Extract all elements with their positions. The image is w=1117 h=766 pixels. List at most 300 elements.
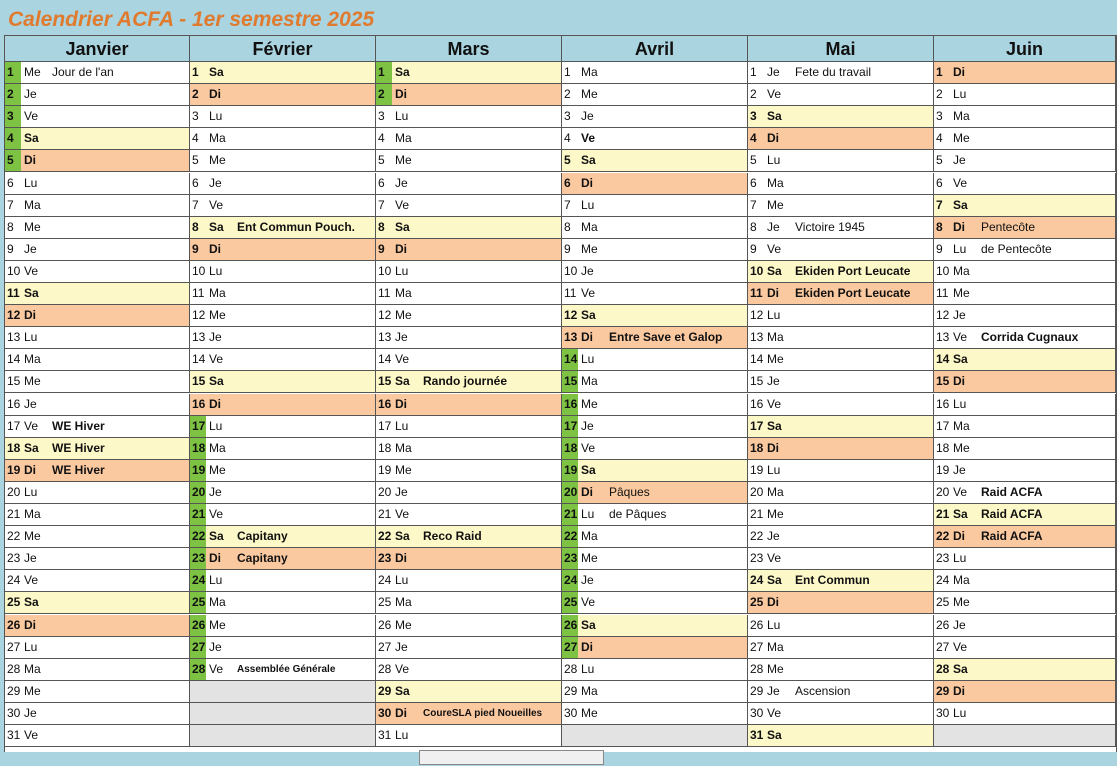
weekday: Ma (581, 529, 598, 544)
day-cell[interactable] (376, 217, 562, 239)
day-cell[interactable] (190, 592, 376, 614)
day-cell[interactable] (376, 349, 562, 371)
day-cell[interactable] (376, 327, 562, 349)
weekday: Je (209, 175, 222, 190)
day-cell[interactable] (748, 615, 934, 637)
day-cell[interactable] (748, 195, 934, 217)
day-cell[interactable] (934, 173, 1116, 195)
day-cell[interactable] (376, 239, 562, 261)
weekday: Lu (953, 87, 967, 102)
day-number: 12 (192, 308, 206, 323)
day-cell[interactable] (190, 659, 376, 681)
day-cell[interactable] (190, 637, 376, 659)
day-cell[interactable] (5, 592, 190, 614)
day-number: 3 (750, 109, 757, 124)
day-number: 30 (378, 705, 392, 720)
day-cell[interactable] (562, 394, 748, 416)
day-cell[interactable] (562, 592, 748, 614)
weekday: Di (953, 683, 965, 698)
weekday: Me (24, 683, 41, 698)
day-cell[interactable] (748, 62, 934, 84)
day-cell[interactable] (562, 195, 748, 217)
day-cell[interactable] (376, 482, 562, 504)
day-cell[interactable] (376, 659, 562, 681)
day-cell[interactable] (190, 371, 376, 393)
day-number: 9 (192, 241, 199, 256)
day-cell[interactable] (5, 106, 190, 128)
day-cell[interactable] (934, 371, 1116, 393)
day-number: 15 (936, 374, 950, 389)
day-number: 23 (7, 551, 21, 566)
weekday: Ve (24, 573, 39, 588)
day-cell[interactable] (5, 305, 190, 327)
empty-day-cell[interactable] (190, 681, 376, 703)
day-cell[interactable] (190, 195, 376, 217)
day-cell[interactable] (934, 106, 1116, 128)
day-cell[interactable] (748, 84, 934, 106)
day-cell[interactable] (5, 84, 190, 106)
day-number: 12 (564, 308, 578, 323)
day-cell[interactable] (934, 482, 1116, 504)
day-cell[interactable] (190, 217, 376, 239)
day-cell[interactable] (5, 725, 190, 747)
day-cell[interactable] (934, 283, 1116, 305)
day-number: 30 (936, 705, 950, 720)
day-cell[interactable] (190, 150, 376, 172)
day-cell[interactable] (934, 239, 1116, 261)
weekday: Ma (209, 440, 226, 455)
day-cell[interactable] (562, 570, 748, 592)
day-cell[interactable] (190, 173, 376, 195)
day-cell[interactable] (934, 438, 1116, 460)
day-cell[interactable] (562, 637, 748, 659)
day-cell[interactable] (748, 305, 934, 327)
weekday: Me (581, 241, 598, 256)
day-cell[interactable] (562, 283, 748, 305)
weekday: Ve (24, 109, 39, 124)
day-cell[interactable] (748, 283, 934, 305)
day-cell[interactable] (190, 239, 376, 261)
day-cell[interactable] (934, 84, 1116, 106)
weekday: Ma (581, 65, 598, 79)
day-number: 3 (5, 106, 21, 127)
day-cell[interactable] (562, 239, 748, 261)
day-number: 24 (378, 573, 392, 588)
weekday: Je (24, 705, 37, 720)
day-cell[interactable] (934, 504, 1116, 526)
day-cell[interactable] (5, 239, 190, 261)
day-cell[interactable] (190, 106, 376, 128)
day-cell[interactable] (934, 305, 1116, 327)
day-cell[interactable] (5, 637, 190, 659)
day-number: 5 (378, 153, 385, 168)
day-cell[interactable] (934, 349, 1116, 371)
day-cell[interactable] (5, 128, 190, 150)
day-cell[interactable] (934, 62, 1116, 84)
day-cell[interactable] (934, 703, 1116, 725)
weekday: Di (767, 440, 779, 455)
day-cell[interactable] (748, 173, 934, 195)
weekday: Ve (209, 352, 224, 367)
weekday: Di (767, 131, 779, 146)
day-cell[interactable] (748, 592, 934, 614)
day-cell[interactable] (376, 681, 562, 703)
day-number: 20 (562, 482, 578, 503)
day-cell[interactable] (5, 150, 190, 172)
event-label: Pâques (609, 484, 650, 499)
weekday: Ve (581, 595, 596, 610)
weekday: Sa (953, 197, 968, 212)
day-cell[interactable] (562, 349, 748, 371)
day-cell[interactable] (190, 283, 376, 305)
day-cell[interactable] (748, 371, 934, 393)
day-number: 25 (190, 592, 206, 613)
day-cell[interactable] (562, 128, 748, 150)
day-number: 14 (378, 352, 392, 367)
day-cell[interactable] (562, 173, 748, 195)
day-number: 12 (7, 308, 21, 323)
day-cell[interactable] (934, 217, 1116, 239)
day-cell[interactable] (934, 261, 1116, 283)
day-number: 28 (378, 661, 392, 676)
day-cell[interactable] (190, 482, 376, 504)
day-cell[interactable] (5, 327, 190, 349)
day-cell[interactable] (562, 106, 748, 128)
event-label: Raid ACFA (981, 507, 1043, 521)
day-cell[interactable] (5, 526, 190, 548)
day-cell[interactable] (376, 371, 562, 393)
day-cell[interactable] (562, 548, 748, 570)
day-cell[interactable] (934, 681, 1116, 703)
day-cell[interactable] (5, 416, 190, 438)
day-cell[interactable] (748, 659, 934, 681)
weekday: Je (953, 308, 966, 323)
day-cell[interactable] (934, 128, 1116, 150)
weekday: Ve (24, 728, 39, 742)
scrollbar-thumb[interactable] (419, 750, 604, 765)
weekday: Di (953, 65, 965, 79)
day-cell[interactable] (190, 438, 376, 460)
day-cell[interactable] (190, 128, 376, 150)
weekday: Ve (767, 551, 782, 566)
day-cell[interactable] (190, 394, 376, 416)
empty-day-cell[interactable] (562, 725, 748, 747)
empty-day-cell[interactable] (190, 725, 376, 747)
weekday: Je (209, 639, 222, 654)
day-number: 9 (564, 241, 571, 256)
day-cell[interactable] (562, 438, 748, 460)
day-cell[interactable] (934, 394, 1116, 416)
day-cell[interactable] (190, 460, 376, 482)
day-cell[interactable] (934, 416, 1116, 438)
day-number: 9 (378, 241, 385, 256)
day-cell[interactable] (5, 217, 190, 239)
day-cell[interactable] (934, 637, 1116, 659)
day-cell[interactable] (376, 261, 562, 283)
day-cell[interactable] (376, 570, 562, 592)
day-number: 26 (936, 617, 950, 632)
day-number: 20 (7, 484, 21, 499)
day-number: 28 (564, 661, 578, 676)
day-cell[interactable] (5, 195, 190, 217)
day-cell[interactable] (562, 62, 748, 84)
weekday: Sa (953, 352, 968, 367)
day-number: 2 (564, 87, 571, 102)
day-cell[interactable] (5, 349, 190, 371)
event-label: Corrida Cugnaux (981, 330, 1079, 345)
weekday: Me (395, 462, 412, 477)
day-cell[interactable] (934, 570, 1116, 592)
day-cell[interactable] (562, 84, 748, 106)
day-number: 19 (190, 460, 206, 481)
day-cell[interactable] (562, 526, 748, 548)
weekday: Ma (581, 219, 598, 234)
day-cell[interactable] (5, 548, 190, 570)
day-cell[interactable] (5, 659, 190, 681)
day-cell[interactable] (562, 217, 748, 239)
day-cell[interactable] (5, 371, 190, 393)
day-cell[interactable] (5, 460, 190, 482)
day-cell[interactable] (5, 283, 190, 305)
day-cell[interactable] (748, 327, 934, 349)
day-cell[interactable] (748, 150, 934, 172)
day-cell[interactable] (934, 195, 1116, 217)
weekday: Sa (395, 683, 410, 698)
day-number: 22 (562, 526, 578, 547)
day-number: 20 (750, 484, 764, 499)
weekday: Di (953, 529, 965, 544)
weekday: Lu (953, 551, 967, 566)
day-cell[interactable] (190, 570, 376, 592)
day-cell[interactable] (562, 460, 748, 482)
day-number: 17 (562, 416, 578, 437)
day-number: 16 (192, 396, 206, 411)
day-cell[interactable] (562, 327, 748, 349)
day-cell[interactable] (748, 416, 934, 438)
day-number: 18 (562, 438, 578, 459)
day-cell[interactable] (562, 305, 748, 327)
weekday: Lu (395, 573, 409, 588)
weekday: Ve (24, 263, 39, 278)
day-cell[interactable] (376, 703, 562, 725)
day-cell[interactable] (934, 327, 1116, 349)
day-number: 29 (564, 683, 578, 698)
day-cell[interactable] (376, 128, 562, 150)
day-cell[interactable] (562, 659, 748, 681)
day-cell[interactable] (748, 394, 934, 416)
day-number: 15 (562, 371, 578, 392)
day-number: 7 (7, 197, 14, 212)
day-cell[interactable] (5, 681, 190, 703)
weekday: Lu (395, 728, 409, 742)
day-number: 22 (378, 529, 392, 544)
day-number: 4 (192, 131, 199, 146)
day-number: 13 (378, 330, 392, 345)
day-cell[interactable] (934, 460, 1116, 482)
day-cell[interactable] (5, 438, 190, 460)
day-number: 22 (936, 529, 950, 544)
day-cell[interactable] (5, 504, 190, 526)
day-number: 3 (378, 109, 385, 124)
day-cell[interactable] (748, 548, 934, 570)
weekday: Me (395, 153, 412, 168)
day-cell[interactable] (190, 416, 376, 438)
day-cell[interactable] (190, 349, 376, 371)
weekday: Lu (395, 109, 409, 124)
day-number: 18 (936, 440, 950, 455)
weekday: Di (24, 153, 36, 168)
day-cell[interactable] (376, 416, 562, 438)
month-header: Janvier (5, 36, 190, 62)
day-cell[interactable] (376, 195, 562, 217)
day-cell[interactable] (748, 637, 934, 659)
day-number: 31 (7, 728, 21, 742)
day-cell[interactable] (748, 239, 934, 261)
weekday: Sa (581, 308, 596, 323)
day-number: 23 (936, 551, 950, 566)
day-cell[interactable] (5, 394, 190, 416)
day-cell[interactable] (376, 637, 562, 659)
weekday: Je (581, 573, 594, 588)
weekday: Sa (209, 529, 224, 544)
day-number: 29 (7, 683, 21, 698)
day-cell[interactable] (748, 504, 934, 526)
day-cell[interactable] (376, 106, 562, 128)
day-number: 2 (192, 87, 199, 102)
weekday: Je (767, 65, 780, 79)
day-cell[interactable] (748, 570, 934, 592)
day-cell[interactable] (748, 349, 934, 371)
weekday: Lu (581, 507, 595, 521)
day-cell[interactable] (748, 217, 934, 239)
day-cell[interactable] (748, 438, 934, 460)
page-title: Calendrier ACFA - 1er semestre 2025 (8, 8, 375, 31)
day-number: 11 (7, 286, 20, 300)
day-cell[interactable] (748, 128, 934, 150)
day-cell[interactable] (190, 261, 376, 283)
day-cell[interactable] (376, 504, 562, 526)
weekday: Je (581, 109, 594, 124)
day-cell[interactable] (376, 526, 562, 548)
day-cell[interactable] (376, 592, 562, 614)
day-cell[interactable] (5, 261, 190, 283)
day-cell[interactable] (748, 526, 934, 548)
day-number: 14 (192, 352, 206, 367)
weekday: Sa (767, 418, 782, 433)
day-cell[interactable] (562, 371, 748, 393)
day-cell[interactable] (190, 615, 376, 637)
day-cell[interactable] (934, 526, 1116, 548)
day-cell[interactable] (376, 548, 562, 570)
day-number: 13 (7, 330, 21, 345)
month-header: Juin (934, 36, 1116, 62)
day-number: 8 (750, 219, 757, 234)
day-cell[interactable] (934, 615, 1116, 637)
day-cell[interactable] (376, 615, 562, 637)
weekday: Je (953, 153, 966, 168)
event-label: Rando journée (423, 374, 508, 389)
day-cell[interactable] (376, 62, 562, 84)
day-cell[interactable] (748, 261, 934, 283)
day-cell[interactable] (376, 84, 562, 106)
day-cell[interactable] (748, 725, 934, 747)
day-cell[interactable] (748, 106, 934, 128)
day-cell[interactable] (376, 394, 562, 416)
day-number: 13 (936, 330, 950, 345)
day-number: 22 (7, 529, 21, 544)
day-number: 14 (936, 352, 950, 367)
weekday: Sa (395, 219, 410, 234)
day-cell[interactable] (190, 84, 376, 106)
day-cell[interactable] (748, 681, 934, 703)
day-cell[interactable] (562, 681, 748, 703)
day-number: 11 (936, 286, 949, 300)
day-cell[interactable] (934, 548, 1116, 570)
empty-day-cell[interactable] (190, 703, 376, 725)
weekday: Di (767, 595, 779, 610)
day-cell[interactable] (748, 482, 934, 504)
day-cell[interactable] (5, 482, 190, 504)
day-cell[interactable] (562, 261, 748, 283)
day-number: 21 (7, 507, 21, 521)
day-cell[interactable] (190, 62, 376, 84)
day-cell[interactable] (376, 150, 562, 172)
day-cell[interactable] (748, 703, 934, 725)
day-cell[interactable] (562, 703, 748, 725)
event-label: Ent Commun Pouch. (237, 219, 355, 234)
day-cell[interactable] (5, 173, 190, 195)
day-cell[interactable] (562, 482, 748, 504)
day-cell[interactable] (376, 438, 562, 460)
day-cell[interactable] (190, 548, 376, 570)
day-cell[interactable] (190, 327, 376, 349)
weekday: Me (24, 219, 41, 234)
weekday: Sa (953, 507, 968, 521)
weekday: Ve (209, 661, 224, 676)
day-cell[interactable] (190, 504, 376, 526)
day-number: 26 (190, 615, 206, 636)
day-cell[interactable] (934, 659, 1116, 681)
day-cell[interactable] (190, 305, 376, 327)
day-cell[interactable] (376, 305, 562, 327)
empty-day-cell[interactable] (934, 725, 1116, 747)
day-cell[interactable] (562, 150, 748, 172)
weekday: Je (24, 241, 37, 256)
day-cell[interactable] (376, 173, 562, 195)
day-number: 11 (378, 286, 391, 300)
day-cell[interactable] (934, 150, 1116, 172)
day-number: 14 (750, 352, 764, 367)
day-cell[interactable] (376, 725, 562, 747)
day-cell[interactable] (562, 416, 748, 438)
weekday: Sa (395, 529, 410, 544)
day-cell[interactable] (5, 62, 190, 84)
day-cell[interactable] (562, 504, 748, 526)
weekday: Lu (767, 308, 781, 323)
day-cell[interactable] (5, 570, 190, 592)
event-label: Capitany (237, 529, 288, 544)
day-cell[interactable] (190, 526, 376, 548)
day-cell[interactable] (5, 703, 190, 725)
day-cell[interactable] (748, 460, 934, 482)
day-cell[interactable] (934, 592, 1116, 614)
day-cell[interactable] (562, 615, 748, 637)
day-number: 29 (378, 683, 392, 698)
day-cell[interactable] (5, 615, 190, 637)
day-cell[interactable] (376, 283, 562, 305)
weekday: Me (209, 617, 226, 632)
day-cell[interactable] (376, 460, 562, 482)
